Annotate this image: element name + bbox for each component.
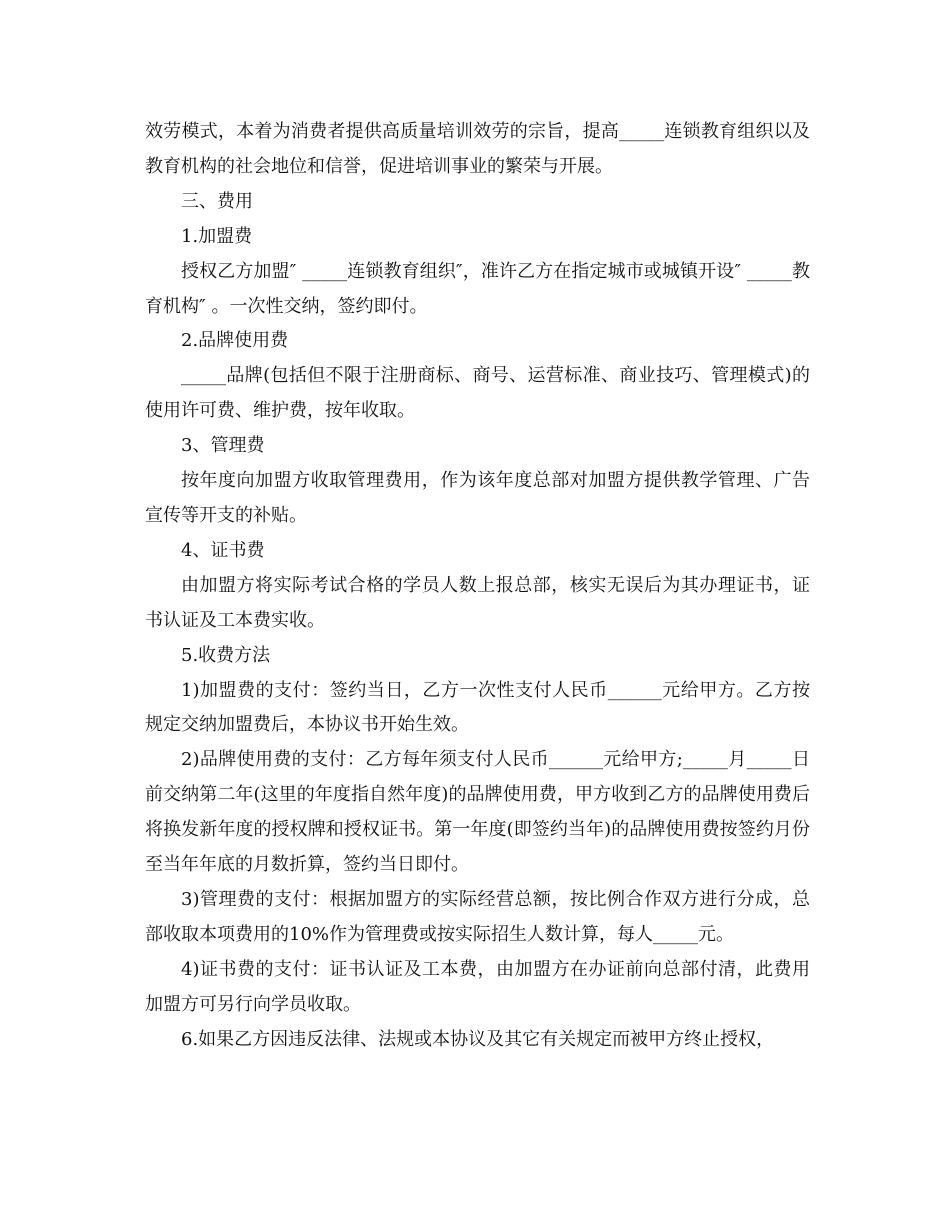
paragraph-termination: 6.如果乙方因违反法律、法规或本协议及其它有关规定而被甲方终止授权， [181, 1028, 775, 1050]
paragraph-franchise-fee: 授权乙方加盟″ _____连锁教育组织″，准许乙方在指定城市或城镇开设″ _____教育机构″ 。一次性交纳，签约即付。 [145, 260, 810, 317]
document-body [145, 115, 810, 1057]
paragraph-continuation: 效劳模式，本着为消费者提供高质量培训效劳的宗旨，提高_____连锁教育组织以及教育机构的社会地位和信誉，促进培训事业的繁荣与开展。 [145, 121, 810, 177]
subheading-payment-method: 5.收费方法 [181, 644, 271, 666]
heading-fees: 三、费用 [181, 190, 253, 212]
paragraph-brand-fee: _____品牌(包括但不限于注册商标、商号、运营标准、商业技巧、管理模式)的使用许可费、维护费，按年收取。 [145, 365, 810, 422]
subheading-management-fee: 3、管理费 [181, 435, 265, 457]
paragraph-payment-franchise: 1)加盟费的支付：签约当日，乙方一次性支付人民币______元给甲方。乙方按规定交纳加盟费后，本协议书开始生效。 [145, 679, 810, 736]
paragraph-payment-certificate: 4)证书费的支付：证书认证及工本费，由加盟方在办证前向总部付清，此费用加盟方可另行向学员收取。 [145, 958, 810, 1015]
paragraph-certificate-fee: 由加盟方将实际考试合格的学员人数上报总部，核实无误后为其办理证书，证书认证及工本费实收。 [145, 574, 810, 631]
paragraph-payment-brand: 2)品牌使用费的支付：乙方每年须支付人民币______元给甲方;_____月_____日前交纳第二年(这里的年度指自然年度)的品牌使用费，甲方收到乙方的品牌使用费后将换发新年度的授权牌和授权证书。第一年度(即签约当年)的品牌使用费按签约月份至当年年底的月数折算，签约当日即付。 [145, 749, 810, 876]
subheading-certificate-fee: 4、证书费 [181, 539, 265, 561]
subheading-brand-fee: 2.品牌使用费 [181, 330, 289, 352]
paragraph-management-fee: 按年度向加盟方收取管理费用，作为该年度总部对加盟方提供教学管理、广告宣传等开支的补贴。 [145, 470, 810, 526]
subheading-franchise-fee: 1.加盟费 [181, 225, 253, 247]
paragraph-payment-management: 3)管理费的支付：根据加盟方的实际经营总额，按比例合作双方进行分成，总部收取本项费用的10%作为管理费或按实际招生人数计算，每人_____元。 [145, 888, 810, 945]
